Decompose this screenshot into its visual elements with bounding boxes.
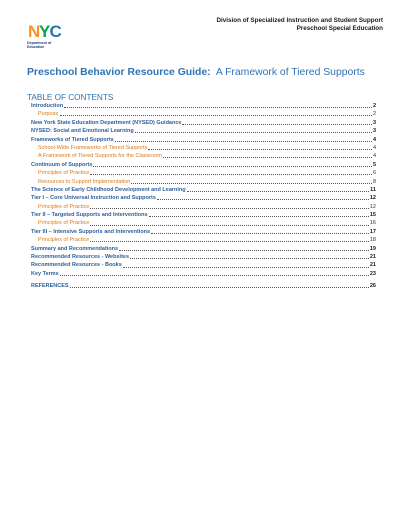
logo-letter-n: N: [28, 22, 41, 41]
toc-entry[interactable]: [31, 102, 376, 110]
toc-entry-page: 11: [370, 186, 376, 193]
toc-subentry[interactable]: [31, 110, 376, 118]
toc-leader-dots: [60, 115, 372, 116]
toc-subentry[interactable]: [31, 152, 376, 160]
toc-leader-dots: [90, 208, 369, 209]
toc-entry-page: 26: [369, 283, 376, 290]
toc-entry-label: Resources to Support Implementation: [38, 178, 131, 185]
toc-entry-label: The Science of Early Childhood Development and Learning: [31, 186, 186, 193]
document-title-subtitle: A Framework of Tiered Supports: [215, 67, 365, 78]
toc-entry-label: Key Terms: [31, 270, 59, 277]
toc-entry[interactable]: [31, 270, 376, 278]
logo-letter-c: C: [49, 22, 62, 41]
toc-entry-label: Continuum of Supports: [31, 161, 93, 168]
toc-subentry[interactable]: [31, 203, 376, 211]
logo-subtext: [27, 41, 51, 49]
toc-entry-page: 18: [369, 237, 376, 244]
toc-entry-page: 2: [372, 102, 376, 109]
toc-entry-label: A Framework of Tiered Supports for the Classroom: [38, 153, 162, 160]
toc-entry-page: 4: [372, 144, 376, 151]
toc-entry[interactable]: [31, 186, 376, 194]
toc-entry-label: Summary and Recommendations: [31, 245, 119, 252]
table-of-contents: [31, 102, 376, 291]
division-name: Division of Specialized Instruction and Student Support: [216, 17, 383, 24]
toc-entry-label: Principles of Practice: [38, 170, 90, 177]
toc-leader-dots: [182, 124, 371, 125]
toc-entry[interactable]: [31, 211, 376, 219]
toc-entry-page: 8: [372, 178, 376, 185]
toc-leader-dots: [148, 149, 372, 150]
toc-leader-dots: [123, 267, 369, 268]
toc-leader-dots: [90, 225, 369, 226]
toc-entry-label: Tier II – Targeted Supports and Interventions: [31, 212, 148, 219]
toc-entry-label: New York State Education Department (NYSED) Guidance: [31, 119, 182, 126]
toc-subentry[interactable]: [31, 236, 376, 244]
toc-entry-page: 21: [369, 262, 376, 269]
toc-entry-label: Introduction: [31, 102, 64, 109]
toc-leader-dots: [119, 250, 369, 251]
toc-heading: TABLE OF CONTENTS: [27, 93, 114, 102]
toc-leader-dots: [149, 216, 369, 217]
toc-entry-label: Purpose: [38, 111, 59, 118]
toc-leader-dots: [93, 166, 372, 167]
toc-leader-dots: [90, 174, 372, 175]
logo-letter-y: Y: [39, 22, 51, 41]
toc-leader-dots: [131, 183, 372, 184]
toc-entry[interactable]: [31, 282, 376, 290]
toc-entry-page: 3: [372, 128, 376, 135]
toc-entry-page: 12: [369, 195, 376, 202]
toc-entry-label: Recommended Resources - Books: [31, 262, 122, 269]
toc-leader-dots: [135, 132, 372, 133]
toc-entry-page: 21: [369, 254, 376, 261]
toc-entry[interactable]: [31, 253, 376, 261]
toc-leader-dots: [60, 275, 369, 276]
toc-entry-page: 16: [369, 220, 376, 227]
toc-entry-label: Tier III – Intensive Supports and Interventions: [31, 228, 151, 235]
toc-entry-label: Tier I – Core Universal Instruction and Supports: [31, 195, 156, 202]
toc-entry[interactable]: [31, 228, 376, 236]
logo-subtext-line1: Department of: [27, 41, 52, 45]
toc-entry[interactable]: [31, 127, 376, 135]
toc-entry-page: 19: [369, 245, 376, 252]
toc-entry-label: Principles of Practice: [38, 203, 90, 210]
document-title: [27, 67, 387, 78]
toc-leader-dots: [70, 287, 369, 288]
toc-entry-page: 12: [369, 203, 376, 210]
toc-leader-dots: [157, 199, 369, 200]
toc-entry-page: 3: [372, 119, 376, 126]
toc-leader-dots: [90, 241, 369, 242]
toc-entry-label: Frameworks of Tiered Supports: [31, 136, 114, 143]
toc-entry[interactable]: [31, 194, 376, 202]
toc-subentry[interactable]: [31, 144, 376, 152]
program-name: Preschool Special Education: [296, 25, 383, 32]
toc-entry[interactable]: [31, 119, 376, 127]
toc-entry-label: NYSED: Social and Emotional Learning: [31, 128, 134, 135]
toc-entry-label: Principles of Practice: [38, 237, 90, 244]
toc-entry-page: 6: [372, 170, 376, 177]
toc-entry-page: 5: [372, 161, 376, 168]
toc-entry-label: Recommended Resources - Websites: [31, 254, 130, 261]
document-title-strong: Preschool Behavior Resource Guide:: [27, 67, 211, 78]
toc-leader-dots: [187, 191, 370, 192]
toc-leader-dots: [130, 258, 369, 259]
toc-entry-page: 4: [372, 153, 376, 160]
toc-entry-label: Principles of Practice: [38, 220, 90, 227]
toc-entry-page: 17: [369, 228, 376, 235]
toc-entry-label: School-Wide Frameworks of Tiered Supports: [38, 144, 148, 151]
toc-entry-page: 15: [369, 212, 376, 219]
toc-entry[interactable]: [31, 261, 376, 269]
toc-entry[interactable]: [31, 245, 376, 253]
toc-subentry[interactable]: [31, 178, 376, 186]
toc-leader-dots: [115, 141, 372, 142]
toc-leader-dots: [64, 107, 372, 108]
toc-entry[interactable]: [31, 136, 376, 144]
toc-entry-page: 2: [372, 111, 376, 118]
toc-subentry[interactable]: [31, 219, 376, 227]
toc-entry-label: REFERENCES: [31, 283, 69, 290]
toc-entry[interactable]: [31, 161, 376, 169]
division-header: [216, 17, 383, 33]
toc-leader-dots: [151, 233, 369, 234]
logo-subtext-line2: Education: [27, 45, 45, 49]
toc-subentry[interactable]: [31, 169, 376, 177]
toc-leader-dots: [163, 157, 372, 158]
toc-entry-page: 23: [369, 270, 376, 277]
toc-entry-page: 4: [372, 136, 376, 143]
